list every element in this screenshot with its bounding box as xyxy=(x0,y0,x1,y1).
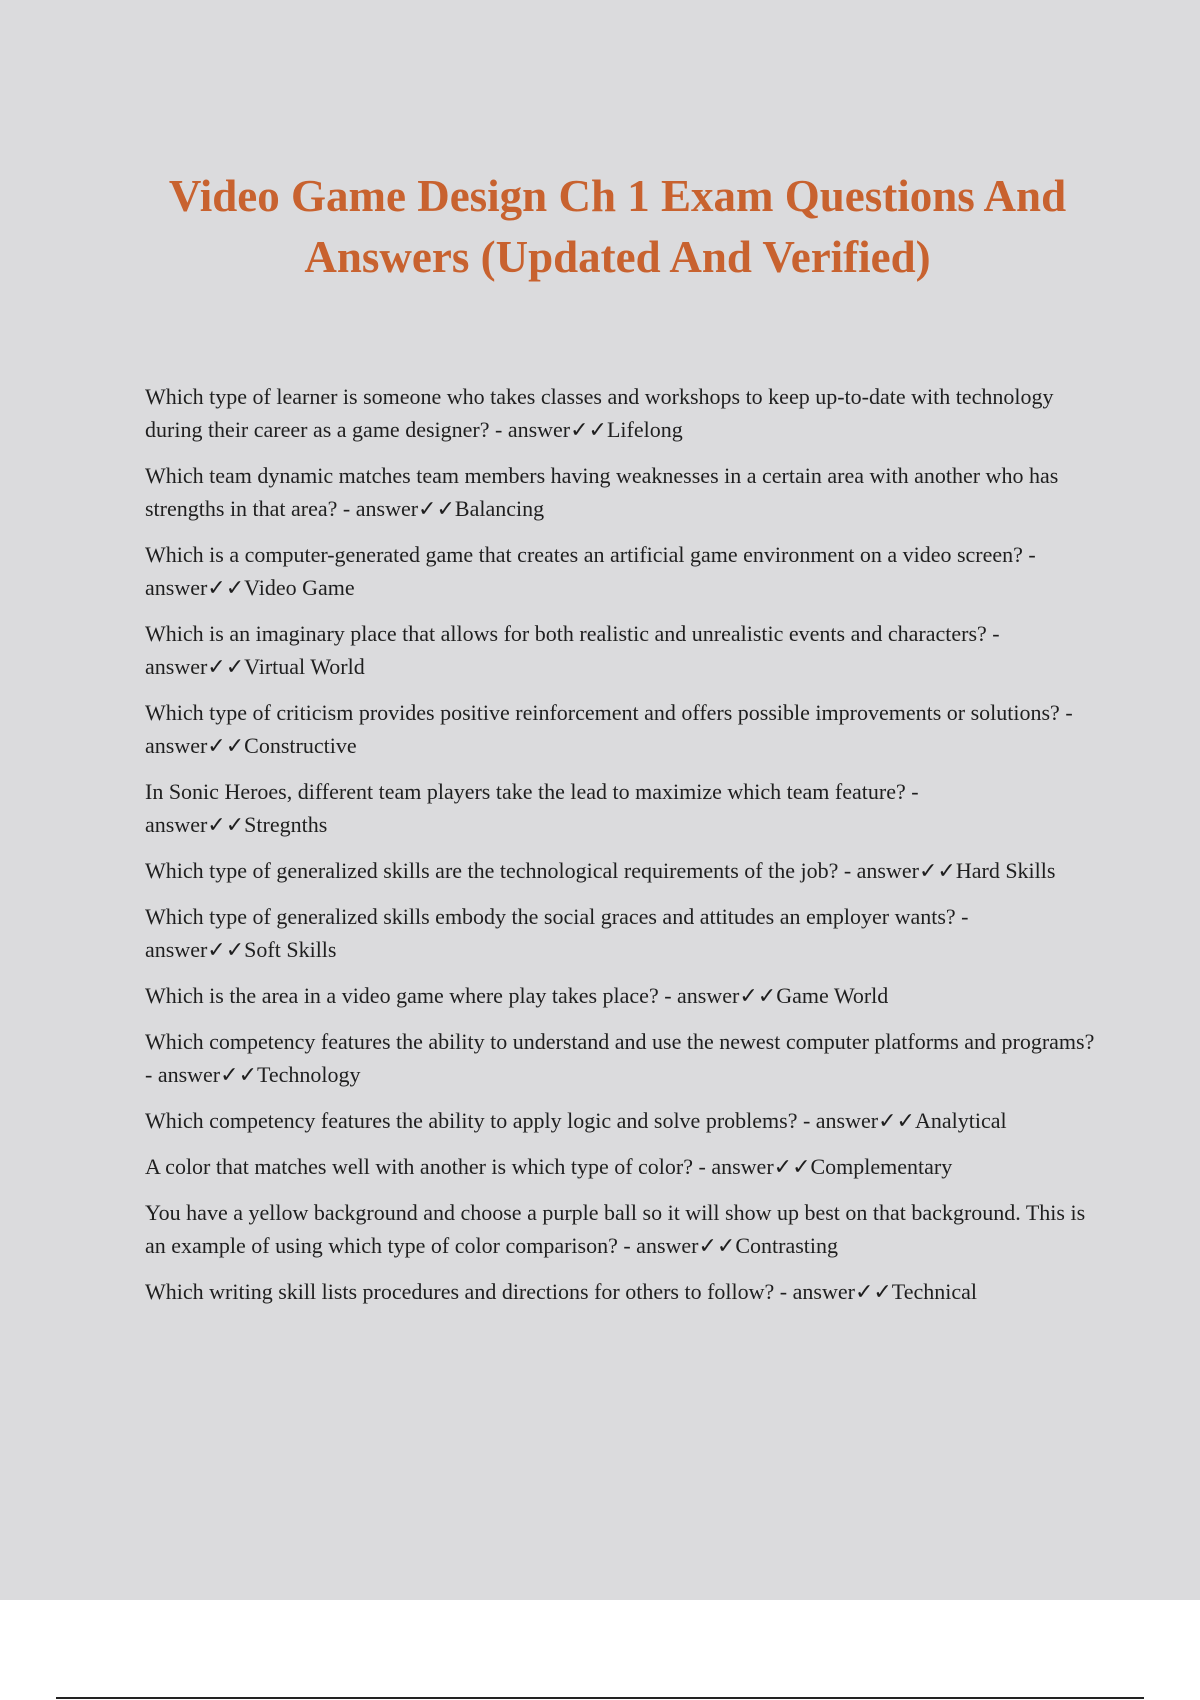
qa-item: Which type of criticism provides positive reinforcement and offers possible improvements or solutions? - answer✓✓Constructive xyxy=(145,700,1073,758)
qa-item: Which team dynamic matches team members having weaknesses in a certain area with another who has strengths in that area? - answer✓✓Balancing xyxy=(145,463,1059,521)
qa-item: You have a yellow background and choose a purple ball so it will show up best on that background. This is an example of using which type of color comparison? - answer✓✓Contrasting xyxy=(145,1200,1086,1258)
qa-list xyxy=(145,380,1095,1321)
qa-item: A color that matches well with another is which type of color? - answer✓✓Complementary xyxy=(145,1154,953,1179)
qa-item: Which competency features the ability to apply logic and solve problems? - answer✓✓Analytical xyxy=(145,1108,1007,1133)
qa-item: In Sonic Heroes, different team players take the lead to maximize which team feature? - answer✓✓Stregnths xyxy=(145,779,919,837)
qa-item: Which is a computer-generated game that creates an artificial game environment on a video screen? - answer✓✓Video Game xyxy=(145,542,1036,600)
qa-item: Which writing skill lists procedures and directions for others to follow? - answer✓✓Technical xyxy=(145,1279,977,1304)
document-title: Video Game Design Ch 1 Exam Questions And Answers (Updated And Verified) xyxy=(168,171,1067,282)
qa-item: Which is an imaginary place that allows for both realistic and unrealistic events and characters? - answer✓✓Virtual World xyxy=(145,621,1000,679)
qa-item: Which type of learner is someone who takes classes and workshops to keep up-to-date with technology during their career as a game designer? - answer✓✓Lifelong xyxy=(145,384,1054,442)
qa-item: Which type of generalized skills are the technological requirements of the job? - answer✓✓Hard Skills xyxy=(145,858,1056,883)
qa-item: Which type of generalized skills embody the social graces and attitudes an employer wants? - answer✓✓Soft Skills xyxy=(145,904,969,962)
qa-item: Which competency features the ability to understand and use the newest computer platforms and programs? - answer✓✓Technology xyxy=(145,1029,1095,1087)
footer-divider xyxy=(56,1697,1144,1699)
qa-item: Which is the area in a video game where play takes place? - answer✓✓Game World xyxy=(145,983,889,1008)
